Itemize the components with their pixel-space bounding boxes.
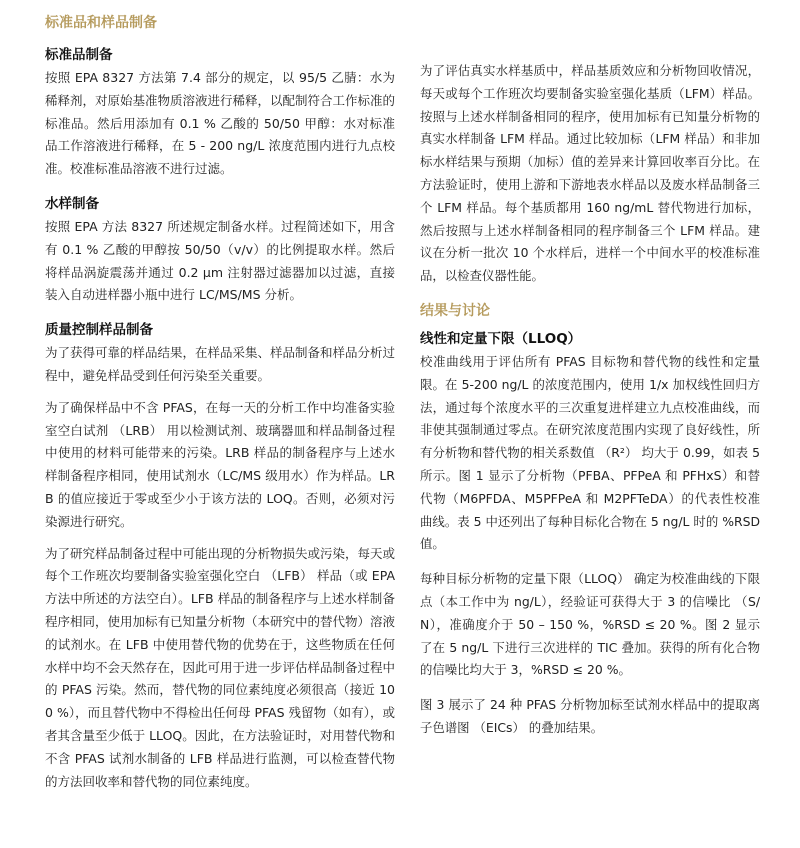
right-column bbox=[420, 60, 760, 740]
subtitle-standards: 标准品制备 bbox=[45, 47, 113, 63]
paragraph-qc-intro: 为了获得可靠的样品结果，在样品采集、样品制备和样品分析过程中，避免样品受到任何污染至关重要。 bbox=[45, 345, 396, 383]
paragraph-water-sample: 按照 EPA 方法 8327 所述规定制备水样。过程简述如下，用含有 0.1 % 乙酸的甲醇按 50/50（v/v）的比例提取水样。然后将样品涡旋震荡并通过 0.2 µm 注射器过滤器加以过滤，直接装入自动进样器小瓶中进行 LC/MS/MS 分析。 bbox=[45, 218, 395, 303]
subtitle-linearity-lloq: 线性和定量下限（LLOQ） bbox=[420, 330, 582, 347]
section-title-sample-prep: 标准品和样品制备 bbox=[45, 15, 157, 31]
section-title-results: 结果与讨论 bbox=[420, 302, 490, 319]
paragraph-standards: 按照 EPA 8327 方法第 7.4 部分的规定，以 95/5 乙腈：水为稀释剂，对原始基准物质溶液进行稀释，以配制符合工作标准的标准品。然后用添加有 0.1 % 乙酸的 50/50 甲醇：水对标准品工作溶液进行稀释，在 5 - 200 ng/L 浓度范围内进行九点校准。校准标准品溶液不进行过滤。 bbox=[45, 70, 396, 177]
paragraph-eic: 图 3 展示了 24 种 PFAS 分析物加标至试剂水样品中的提取离子色谱图 （EICs） 的叠加结果。 bbox=[420, 697, 760, 735]
paragraph-qc-lrb: 为了确保样品中不含 PFAS，在每一天的分析工作中均准备实验室空白试剂 （LRB） 用以检测试剂、玻璃器皿和样品制备过程中使用的材料可能带来的污染。LRB 样品的制备程序与上述水样制备程序相同，使用试剂水（LC/MS 级用水）作为样品。LRB 的值应接近于零或至少小于该方法的 LOQ。否则，必须对污染源进行研究。 bbox=[45, 399, 395, 529]
subtitle-water-sample: 水样制备 bbox=[45, 195, 99, 212]
left-column bbox=[45, 12, 395, 793]
paragraph-linearity: 校准曲线用于评估所有 PFAS 目标物和替代物的线性和定量限。在 5-200 ng/L 的浓度范围内，使用 1/x 加权线性回归方法，通过每个浓度水平的三次重复进样建立九点校准曲线，而非使其强制通过零点。在研究浓度范围内实现了良好线性，所有分析物和替代物的相关系数值 （R²） 均大于 0.99，如表 5 所示。图 1 显示了分析物（PFBA、PFPeA 和 PFHxS）和替代物（M6PFDA、M5PFPeA 和 M2PFTeDA）的代表性校准曲线。表 5 中还列出了每种目标化合物在 5 ng/L 时的 %RSD 值。 bbox=[420, 353, 760, 552]
paragraph-lloq: 每种目标分析物的定量下限（LLOQ） 确定为校准曲线的下限点（本工作中为 ng/L），经验证可获得大于 3 的信噪比 （S/N），准确度介于 50 – 150 %，%RSD ≤ 20 %。图 2 显示了在 5 ng/L 下进行三次进样的 TIC 叠加。获得的所有化合物的信噪比均大于 3，%RSD ≤ 20 %。 bbox=[420, 571, 760, 678]
paragraph-qc-lfb: 为了研究样品制备过程中可能出现的分析物损失或污染，每天或每个工作班次均要制备实验室强化空白 （LFB） 样品（或 EPA 方法中所述的方法空白）。LFB 样品的制备程序与上述水样制备程序相同，使用加标有已知量分析物（本研究中的替代物）溶液的试剂水。在 LFB 中使用替代物的优势在于，这些物质在任何水样中均不会天然存在，因此可用于进一步评估样品制备过程中的 PFAS 污染。然而，替代物的同位素纯度必须很高（接近 100 %），而且替代物中不得检出任何母 PFAS 残留物（如有），或者其含量至少低于 LLOQ。因此，在方法验证时，对用替代物和不含 PFAS 试剂水制备的 LFB 样品进行监测，可以检查替代物的方法回收率和替代物的同位素纯度。 bbox=[45, 545, 396, 789]
subtitle-qc-sample: 质量控制样品制备 bbox=[45, 322, 153, 339]
paragraph-lfm: 为了评估真实水样基质中，样品基质效应和分析物回收情况，每天或每个工作班次均要制备实验室强化基质（LFM）样品。按照与上述水样制备相同的程序，使用加标有已知量分析物的真实水样制备 LFM 样品。通过比较加标（LFM 样品）和非加标水样结果与预期（加标）值的差异来计算回收率百分比。在方法验证时，使用上游和下游地表水样品以及废水样品制备三个 LFM 样品。每个基质都用 160 ng/mL 替代物进行加标，然后按照与上述水样制备相同的程序制备三个 LFM 样品。建议在分析一批次 10 个水样后，进样一个中间水平的校准标准品，以检查仪器性能。 bbox=[420, 63, 760, 284]
